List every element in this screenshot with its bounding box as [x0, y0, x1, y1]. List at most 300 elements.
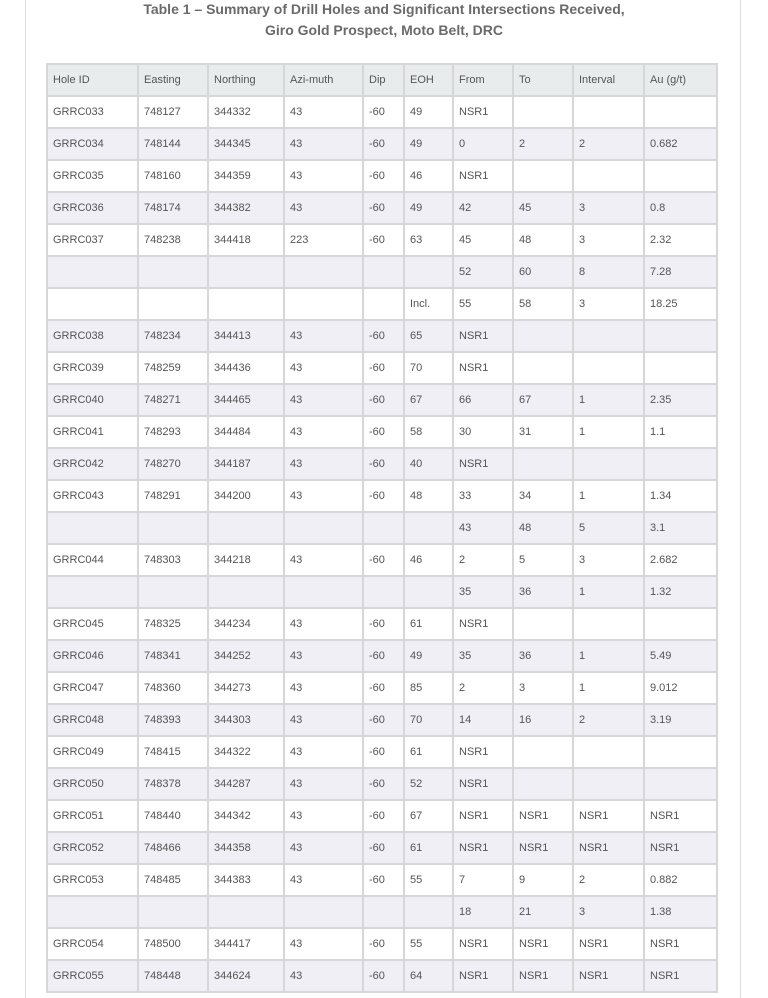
cell-dip — [364, 257, 403, 287]
cell-easting: 748293 — [139, 417, 207, 447]
cell-hole-id: GRRC047 — [48, 673, 137, 703]
cell-from: NSR1 — [454, 609, 512, 639]
cell-eoh: 55 — [405, 929, 452, 959]
cell-eoh: 49 — [405, 641, 452, 671]
table-row — [48, 705, 716, 735]
cell-northing: 344322 — [209, 737, 283, 767]
table-caption-line-1: Table 1 – Summary of Drill Holes and Significant Intersections Received, — [143, 1, 625, 17]
cell-to: 21 — [514, 897, 572, 927]
cell-easting — [139, 257, 207, 287]
cell-from: 0 — [454, 129, 512, 159]
cell-hole-id: GRRC055 — [48, 961, 137, 991]
cell-eoh: 67 — [405, 801, 452, 831]
cell-dip: -60 — [364, 609, 403, 639]
cell-azimuth: 43 — [285, 545, 362, 575]
cell-hole-id: GRRC049 — [48, 737, 137, 767]
cell-to: 58 — [514, 289, 572, 319]
cell-to: 34 — [514, 481, 572, 511]
cell-northing — [209, 897, 283, 927]
cell-hole-id: GRRC042 — [48, 449, 137, 479]
cell-au: 1.32 — [645, 577, 716, 607]
cell-azimuth: 43 — [285, 129, 362, 159]
table-row — [48, 545, 716, 575]
cell-easting: 748160 — [139, 161, 207, 191]
cell-hole-id — [48, 577, 137, 607]
column-header-au: Au (g/t) — [645, 65, 716, 95]
cell-dip: -60 — [364, 97, 403, 127]
cell-eoh: 64 — [405, 961, 452, 991]
cell-hole-id: GRRC040 — [48, 385, 137, 415]
cell-au: 2.35 — [645, 385, 716, 415]
cell-dip: -60 — [364, 545, 403, 575]
cell-from: 35 — [454, 641, 512, 671]
cell-from: 43 — [454, 513, 512, 543]
cell-northing: 344413 — [209, 321, 283, 351]
cell-dip: -60 — [364, 161, 403, 191]
cell-easting: 748325 — [139, 609, 207, 639]
cell-dip: -60 — [364, 961, 403, 991]
cell-northing: 344436 — [209, 353, 283, 383]
cell-interval: NSR1 — [574, 929, 643, 959]
cell-interval: 2 — [574, 705, 643, 735]
cell-eoh — [405, 513, 452, 543]
cell-easting: 748174 — [139, 193, 207, 223]
cell-dip: -60 — [364, 673, 403, 703]
cell-from: 45 — [454, 225, 512, 255]
cell-azimuth: 43 — [285, 193, 362, 223]
cell-au: 1.34 — [645, 481, 716, 511]
cell-easting: 748270 — [139, 449, 207, 479]
cell-hole-id — [48, 897, 137, 927]
cell-easting: 748485 — [139, 865, 207, 895]
cell-azimuth: 43 — [285, 161, 362, 191]
cell-azimuth: 43 — [285, 609, 362, 639]
cell-eoh: 55 — [405, 865, 452, 895]
table-row — [48, 641, 716, 671]
cell-eoh: 67 — [405, 385, 452, 415]
cell-from: NSR1 — [454, 737, 512, 767]
cell-interval: NSR1 — [574, 833, 643, 863]
cell-easting: 748271 — [139, 385, 207, 415]
cell-easting — [139, 513, 207, 543]
cell-au: 18.25 — [645, 289, 716, 319]
cell-from: 42 — [454, 193, 512, 223]
cell-to: 36 — [514, 577, 572, 607]
cell-eoh: 58 — [405, 417, 452, 447]
cell-from: NSR1 — [454, 449, 512, 479]
cell-hole-id: GRRC046 — [48, 641, 137, 671]
table-row — [48, 353, 716, 383]
cell-easting: 748291 — [139, 481, 207, 511]
cell-au: 2.682 — [645, 545, 716, 575]
cell-easting — [139, 577, 207, 607]
cell-au: 7.28 — [645, 257, 716, 287]
table-row — [48, 161, 716, 191]
cell-easting: 748448 — [139, 961, 207, 991]
cell-interval: 3 — [574, 289, 643, 319]
cell-azimuth — [285, 257, 362, 287]
cell-to: 60 — [514, 257, 572, 287]
cell-azimuth: 43 — [285, 801, 362, 831]
cell-northing: 344273 — [209, 673, 283, 703]
cell-azimuth: 43 — [285, 705, 362, 735]
cell-au: 1.38 — [645, 897, 716, 927]
cell-from: NSR1 — [454, 97, 512, 127]
cell-dip: -60 — [364, 801, 403, 831]
cell-northing: 344234 — [209, 609, 283, 639]
cell-from: 55 — [454, 289, 512, 319]
cell-interval: 1 — [574, 641, 643, 671]
cell-au: 3.1 — [645, 513, 716, 543]
cell-northing: 344417 — [209, 929, 283, 959]
cell-au — [645, 353, 716, 383]
table-row — [48, 129, 716, 159]
cell-dip: -60 — [364, 417, 403, 447]
table-row — [48, 737, 716, 767]
table-row — [48, 513, 716, 543]
column-header-easting: Easting — [139, 65, 207, 95]
cell-to: 16 — [514, 705, 572, 735]
cell-azimuth: 43 — [285, 353, 362, 383]
cell-au — [645, 161, 716, 191]
cell-au: NSR1 — [645, 833, 716, 863]
cell-eoh: 46 — [405, 161, 452, 191]
cell-eoh: 61 — [405, 609, 452, 639]
cell-from: NSR1 — [454, 769, 512, 799]
cell-northing: 344624 — [209, 961, 283, 991]
cell-to: 48 — [514, 513, 572, 543]
column-header-dip: Dip — [364, 65, 403, 95]
cell-azimuth: 43 — [285, 737, 362, 767]
table-row — [48, 801, 716, 831]
cell-dip: -60 — [364, 641, 403, 671]
drill-holes-table — [46, 63, 718, 993]
cell-interval — [574, 353, 643, 383]
cell-from: 33 — [454, 481, 512, 511]
cell-to: 31 — [514, 417, 572, 447]
cell-to — [514, 353, 572, 383]
cell-interval: 3 — [574, 897, 643, 927]
cell-easting: 748259 — [139, 353, 207, 383]
cell-easting: 748500 — [139, 929, 207, 959]
table-row — [48, 289, 716, 319]
cell-interval — [574, 449, 643, 479]
cell-easting: 748466 — [139, 833, 207, 863]
cell-easting: 748393 — [139, 705, 207, 735]
cell-northing: 344287 — [209, 769, 283, 799]
cell-easting: 748234 — [139, 321, 207, 351]
cell-interval: 1 — [574, 577, 643, 607]
cell-azimuth: 43 — [285, 961, 362, 991]
cell-northing: 344200 — [209, 481, 283, 511]
table-row — [48, 321, 716, 351]
cell-dip — [364, 289, 403, 319]
cell-northing: 344358 — [209, 833, 283, 863]
cell-hole-id: GRRC048 — [48, 705, 137, 735]
cell-hole-id: GRRC044 — [48, 545, 137, 575]
cell-northing: 344218 — [209, 545, 283, 575]
cell-eoh: 61 — [405, 833, 452, 863]
cell-hole-id: GRRC037 — [48, 225, 137, 255]
cell-to: 3 — [514, 673, 572, 703]
cell-northing: 344359 — [209, 161, 283, 191]
cell-dip: -60 — [364, 225, 403, 255]
cell-interval: 3 — [574, 225, 643, 255]
cell-easting: 748238 — [139, 225, 207, 255]
cell-to — [514, 609, 572, 639]
cell-hole-id: GRRC054 — [48, 929, 137, 959]
cell-au — [645, 321, 716, 351]
cell-eoh: 40 — [405, 449, 452, 479]
cell-to: NSR1 — [514, 961, 572, 991]
cell-to: 9 — [514, 865, 572, 895]
cell-au: NSR1 — [645, 929, 716, 959]
table-row — [48, 193, 716, 223]
table-body — [48, 97, 716, 991]
cell-dip — [364, 513, 403, 543]
column-header-interval: Interval — [574, 65, 643, 95]
cell-interval: 1 — [574, 673, 643, 703]
table-row — [48, 833, 716, 863]
cell-eoh: Incl. — [405, 289, 452, 319]
cell-dip — [364, 577, 403, 607]
cell-dip: -60 — [364, 833, 403, 863]
cell-easting: 748303 — [139, 545, 207, 575]
cell-dip: -60 — [364, 129, 403, 159]
cell-from: 35 — [454, 577, 512, 607]
table-row — [48, 673, 716, 703]
cell-azimuth: 43 — [285, 673, 362, 703]
cell-eoh: 70 — [405, 353, 452, 383]
cell-interval: NSR1 — [574, 801, 643, 831]
column-header-northing: Northing — [209, 65, 283, 95]
table-row — [48, 481, 716, 511]
table-row — [48, 961, 716, 991]
cell-au — [645, 97, 716, 127]
cell-au: 0.682 — [645, 129, 716, 159]
cell-au: NSR1 — [645, 801, 716, 831]
table-row — [48, 577, 716, 607]
cell-interval — [574, 97, 643, 127]
cell-to: 45 — [514, 193, 572, 223]
cell-azimuth: 43 — [285, 481, 362, 511]
cell-northing — [209, 257, 283, 287]
cell-northing — [209, 289, 283, 319]
cell-northing: 344418 — [209, 225, 283, 255]
table-row — [48, 385, 716, 415]
cell-northing — [209, 577, 283, 607]
cell-azimuth: 43 — [285, 929, 362, 959]
cell-azimuth: 43 — [285, 385, 362, 415]
cell-hole-id — [48, 257, 137, 287]
cell-easting — [139, 289, 207, 319]
table-row — [48, 929, 716, 959]
cell-from: NSR1 — [454, 833, 512, 863]
cell-eoh: 65 — [405, 321, 452, 351]
table-header-row — [48, 65, 716, 95]
cell-au: 3.19 — [645, 705, 716, 735]
cell-northing: 344303 — [209, 705, 283, 735]
cell-eoh — [405, 257, 452, 287]
cell-au: 1.1 — [645, 417, 716, 447]
cell-easting: 748415 — [139, 737, 207, 767]
cell-interval — [574, 161, 643, 191]
cell-hole-id: GRRC038 — [48, 321, 137, 351]
cell-to: 36 — [514, 641, 572, 671]
table-row — [48, 865, 716, 895]
cell-easting — [139, 897, 207, 927]
cell-to — [514, 769, 572, 799]
cell-easting: 748127 — [139, 97, 207, 127]
cell-eoh: 48 — [405, 481, 452, 511]
cell-interval: 1 — [574, 481, 643, 511]
table-row — [48, 225, 716, 255]
cell-dip: -60 — [364, 481, 403, 511]
cell-azimuth: 43 — [285, 865, 362, 895]
cell-to: NSR1 — [514, 833, 572, 863]
cell-from: 14 — [454, 705, 512, 735]
cell-from: NSR1 — [454, 161, 512, 191]
table-row — [48, 897, 716, 927]
cell-easting: 748378 — [139, 769, 207, 799]
table-caption-line-2: Giro Gold Prospect, Moto Belt, DRC — [264, 22, 503, 38]
cell-au: 2.32 — [645, 225, 716, 255]
cell-northing: 344252 — [209, 641, 283, 671]
cell-hole-id: GRRC051 — [48, 801, 137, 831]
cell-eoh: 63 — [405, 225, 452, 255]
cell-azimuth: 43 — [285, 449, 362, 479]
cell-hole-id — [48, 289, 137, 319]
column-header-hole-id: Hole ID — [48, 65, 137, 95]
cell-to — [514, 321, 572, 351]
cell-northing: 344465 — [209, 385, 283, 415]
cell-northing: 344383 — [209, 865, 283, 895]
cell-eoh: 49 — [405, 193, 452, 223]
cell-from: NSR1 — [454, 353, 512, 383]
cell-hole-id: GRRC041 — [48, 417, 137, 447]
cell-easting: 748341 — [139, 641, 207, 671]
cell-au — [645, 449, 716, 479]
cell-northing: 344332 — [209, 97, 283, 127]
cell-azimuth: 43 — [285, 97, 362, 127]
cell-interval: 2 — [574, 129, 643, 159]
cell-hole-id: GRRC036 — [48, 193, 137, 223]
table-row — [48, 609, 716, 639]
cell-to: 48 — [514, 225, 572, 255]
cell-azimuth: 43 — [285, 417, 362, 447]
cell-hole-id: GRRC035 — [48, 161, 137, 191]
cell-interval: 1 — [574, 385, 643, 415]
cell-au: 5.49 — [645, 641, 716, 671]
cell-northing: 344345 — [209, 129, 283, 159]
cell-dip: -60 — [364, 193, 403, 223]
cell-au — [645, 737, 716, 767]
cell-hole-id: GRRC052 — [48, 833, 137, 863]
cell-interval: 8 — [574, 257, 643, 287]
cell-hole-id: GRRC043 — [48, 481, 137, 511]
cell-hole-id: GRRC034 — [48, 129, 137, 159]
cell-from: 52 — [454, 257, 512, 287]
cell-to — [514, 161, 572, 191]
cell-from: 18 — [454, 897, 512, 927]
cell-au — [645, 609, 716, 639]
cell-dip — [364, 897, 403, 927]
cell-to: 2 — [514, 129, 572, 159]
cell-to: 67 — [514, 385, 572, 415]
cell-dip: -60 — [364, 769, 403, 799]
cell-azimuth: 223 — [285, 225, 362, 255]
cell-northing: 344484 — [209, 417, 283, 447]
cell-to: 5 — [514, 545, 572, 575]
column-header-eoh: EOH — [405, 65, 452, 95]
cell-interval — [574, 321, 643, 351]
table-row — [48, 417, 716, 447]
cell-azimuth — [285, 513, 362, 543]
cell-eoh: 49 — [405, 97, 452, 127]
cell-northing — [209, 513, 283, 543]
cell-northing: 344382 — [209, 193, 283, 223]
cell-from: NSR1 — [454, 961, 512, 991]
column-header-azimuth: Azi-muth — [285, 65, 362, 95]
cell-hole-id — [48, 513, 137, 543]
cell-hole-id: GRRC039 — [48, 353, 137, 383]
cell-eoh: 52 — [405, 769, 452, 799]
cell-hole-id: GRRC050 — [48, 769, 137, 799]
table-row — [48, 257, 716, 287]
cell-azimuth: 43 — [285, 833, 362, 863]
table-row — [48, 97, 716, 127]
cell-easting: 748360 — [139, 673, 207, 703]
cell-au: 0.882 — [645, 865, 716, 895]
cell-eoh — [405, 577, 452, 607]
cell-dip: -60 — [364, 705, 403, 735]
cell-interval: NSR1 — [574, 961, 643, 991]
column-header-from: From — [454, 65, 512, 95]
cell-eoh: 61 — [405, 737, 452, 767]
cell-azimuth — [285, 577, 362, 607]
cell-eoh — [405, 897, 452, 927]
cell-au — [645, 769, 716, 799]
cell-easting: 748440 — [139, 801, 207, 831]
cell-from: 2 — [454, 545, 512, 575]
cell-hole-id: GRRC045 — [48, 609, 137, 639]
cell-interval: 2 — [574, 865, 643, 895]
cell-to — [514, 449, 572, 479]
cell-dip: -60 — [364, 385, 403, 415]
cell-interval: 5 — [574, 513, 643, 543]
cell-interval — [574, 609, 643, 639]
cell-northing: 344342 — [209, 801, 283, 831]
cell-azimuth — [285, 897, 362, 927]
cell-dip: -60 — [364, 865, 403, 895]
table-row — [48, 769, 716, 799]
cell-eoh: 46 — [405, 545, 452, 575]
cell-azimuth — [285, 289, 362, 319]
cell-hole-id: GRRC033 — [48, 97, 137, 127]
cell-to: NSR1 — [514, 929, 572, 959]
cell-dip: -60 — [364, 737, 403, 767]
cell-interval — [574, 769, 643, 799]
cell-interval — [574, 737, 643, 767]
cell-dip: -60 — [364, 321, 403, 351]
cell-to: NSR1 — [514, 801, 572, 831]
cell-from: 66 — [454, 385, 512, 415]
cell-hole-id: GRRC053 — [48, 865, 137, 895]
cell-dip: -60 — [364, 449, 403, 479]
cell-au: 0.8 — [645, 193, 716, 223]
cell-from: NSR1 — [454, 801, 512, 831]
cell-au: NSR1 — [645, 961, 716, 991]
